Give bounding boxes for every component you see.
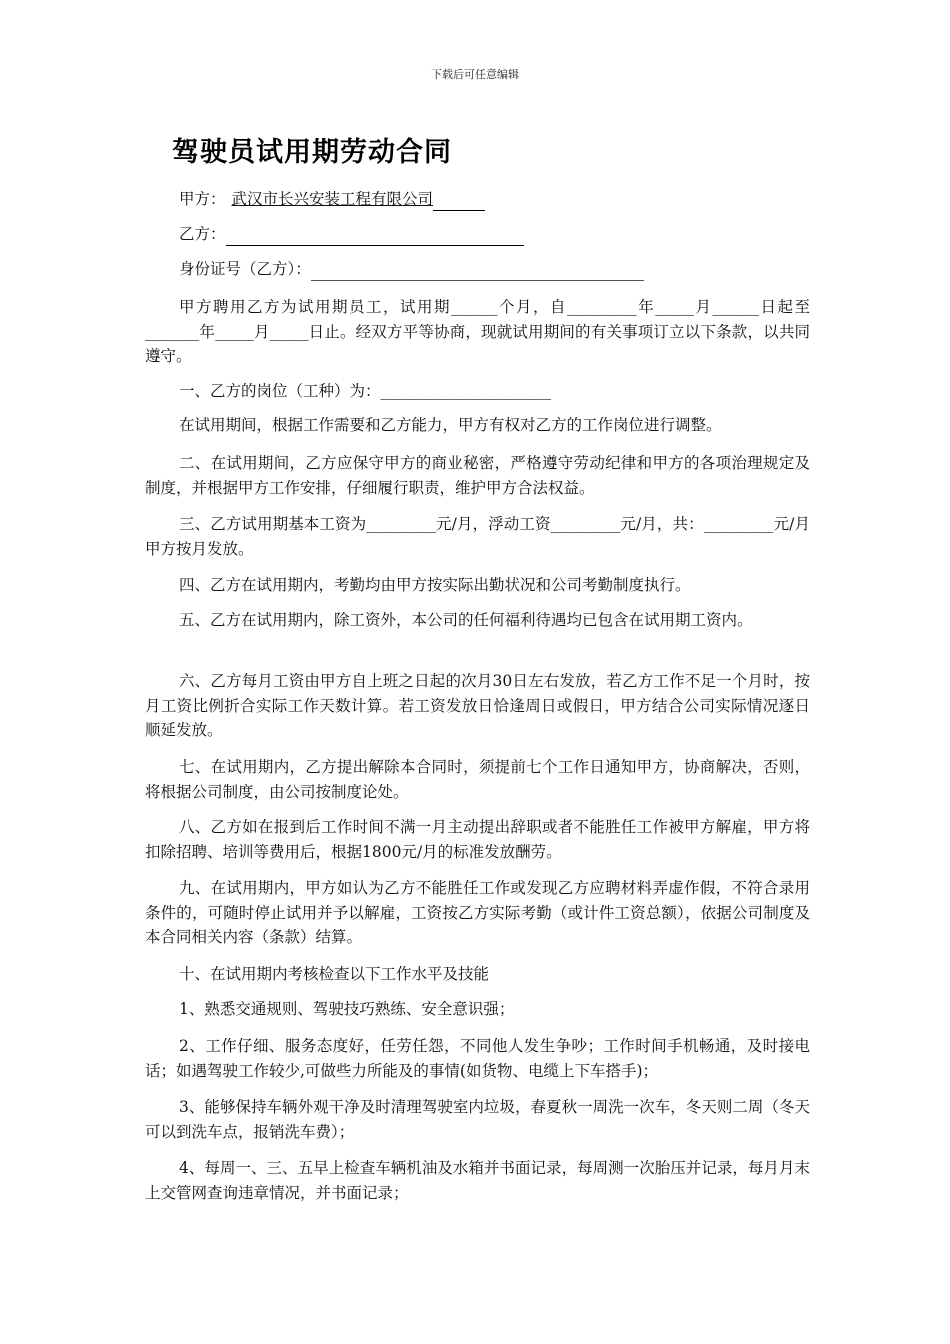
paragraph-intro: 甲方聘用乙方为试用期员工，试用期______个月，自_________年_____月______日起至_______年_____月_____日止。经双方平等协商，现就试用期间的有关事项订立以下条款，以共同遵守。	[145, 298, 810, 365]
id-number-label: 身份证号（乙方）：	[179, 260, 311, 278]
party-b-line	[179, 222, 524, 246]
party-a-underline	[433, 190, 485, 211]
paragraph-10: 十、在试用期内考核检查以下工作水平及技能	[179, 965, 490, 983]
id-number-line	[179, 257, 644, 281]
paragraph-3: 三、乙方试用期基本工资为_________元/月，浮动工资_________元/月，共：_________元/月甲方按月发放。	[145, 515, 810, 558]
party-b-blank	[226, 225, 524, 246]
paragraph-4: 四、乙方在试用期内，考勤均由甲方按实际出勤状况和公司考勤制度执行。	[179, 576, 691, 594]
paragraph-1b: 在试用期间，根据工作需要和乙方能力，甲方有权对乙方的工作岗位进行调整。	[179, 416, 722, 434]
document-title: 驾驶员试用期劳动合同	[172, 137, 452, 168]
list-item-2: 2、工作仔细、服务态度好，任劳任怨，不同他人发生争吵；工作时间手机畅通，及时接电话；如遇驾驶工作较少,可做些力所能及的事情(如货物、电缆上下车搭手)；	[145, 1037, 810, 1080]
header-note: 下载后可任意编辑	[431, 68, 519, 81]
id-number-blank	[311, 262, 644, 281]
paragraph-7: 七、在试用期内，乙方提出解除本合同时，须提前七个工作日通知甲方，协商解决，否则，将根据公司制度，由公司按制度论处。	[145, 758, 810, 801]
party-a-label: 甲方：	[179, 190, 226, 208]
paragraph-8: 八、乙方如在报到后工作时间不满一月主动提出辞职或者不能胜任工作被甲方解雇，甲方将扣除招聘、培训等费用后，根据1800元/月的标准发放酬劳。	[145, 818, 810, 861]
list-item-1: 1、熟悉交通规则、驾驶技巧熟练、安全意识强；	[179, 1000, 515, 1018]
paragraph-2: 二、在试用期间，乙方应保守甲方的商业秘密，严格遵守劳动纪律和甲方的各项治理规定及制度，并根据甲方工作安排，仔细履行职责，维护甲方合法权益。	[145, 454, 810, 497]
party-a-line	[179, 187, 485, 211]
party-a-value: 武汉市长兴安装工程有限公司	[231, 190, 434, 208]
paragraph-5: 五、乙方在试用期内，除工资外，本公司的任何福利待遇均已包含在试用期工资内。	[179, 611, 753, 629]
list-item-4: 4、每周一、三、五早上检查车辆机油及水箱并书面记录，每周测一次胎压并记录，每月月末上交管网查询违章情况，并书面记录；	[145, 1159, 810, 1202]
paragraph-9: 九、在试用期内，甲方如认为乙方不能胜任工作或发现乙方应聘材料弄虚作假，不符合录用条件的，可随时停止试用并予以解雇，工资按乙方实际考勤（或计件工资总额），依据公司制度及本合同相关内容（条款）结算。	[145, 879, 810, 946]
paragraph-1: 一、乙方的岗位（工种）为：______________________	[179, 382, 552, 400]
list-item-3: 3、能够保持车辆外观干净及时清理驾驶室内垃圾，春夏秋一周洗一次车，冬天则二周（冬天可以到洗车点，报销洗车费）；	[145, 1098, 810, 1141]
paragraph-6: 六、乙方每月工资由甲方自上班之日起的次月30日左右发放，若乙方工作不足一个月时，按月工资比例折合实际工作天数计算。若工资发放日恰逢周日或假日，甲方结合公司实际情况逐日顺延发放。	[145, 672, 810, 739]
party-b-label: 乙方：	[179, 225, 226, 243]
